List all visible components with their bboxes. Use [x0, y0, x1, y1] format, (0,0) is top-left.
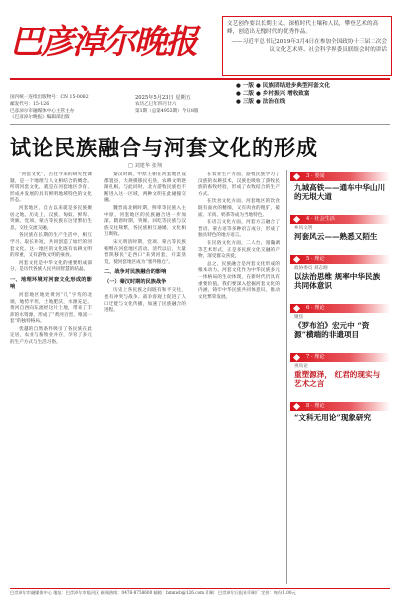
footer-divider [10, 588, 390, 589]
article-byline: □ 刘建华 张翔 [127, 163, 163, 169]
section-headline[interactable]: 《罗布泊》宏元中 “资源”横端的非遗项目 [294, 321, 370, 339]
paragraph: 在饮食文化方面，河套地区的饮食既有面食的精细，又有肉食的粗犷，莜面、羊肉、奶茶等成为当地特色。 [198, 199, 280, 218]
section-kicker: 乡风文明 [294, 226, 313, 231]
info-line: 国内统一连续出版物号：CN 15-0082 [10, 95, 89, 100]
paragraph: 优越的自然条件吸引了各民族在此定居，农业与畜牧业并存，孕育了多元的生产方式与生活习俗。 [10, 326, 92, 346]
paragraph: 秦汉时期，中原王朝在河套地区设郡置县，大规模移民屯垦，农耕文明逐渐扎根。与此同时，北方游牧民族也不断进入这一区域，两种文明在此碰撞交融。 [104, 172, 186, 204]
sidebar-section[interactable] [290, 304, 390, 343]
sidebar-section[interactable] [290, 255, 390, 294]
paragraph: “河套文化”，古往今来的研究性课题，是一个地理与人文相结合的概念。所谓河套文化，就是在河套地区孕育、形成并发展的具有鲜明地域特色的文化形态。 [10, 172, 92, 204]
paragraph: 在语言文化方面，河套方言融合了晋语、蒙古语等多种语言成分，形成了独具特色的地方语言。 [198, 220, 280, 239]
newspaper-title: 巴彦淖尔晚报 [10, 22, 196, 61]
sidebar-section[interactable] [290, 402, 390, 426]
quote-source: ——习近平总书记2019年3月4日在参加全国政协十三届二次会议文化艺术界、社会科学界委员联组会时的讲话 [231, 39, 387, 53]
article-title[interactable]: 试论民族融合与河套文化的形成 [10, 135, 318, 160]
info-line: 巴彦淖尔市融媒体中心主管主办 [10, 108, 75, 114]
section-band: 6 · 理论 [290, 304, 390, 313]
article-column-2 [104, 172, 186, 316]
masthead-divider [10, 78, 390, 80]
paragraph: 在农业生产方面，游牧民族学习了汉族的农耕技术，汉族也吸收了游牧民族的畜牧经验，形成了农牧结合的生产方式。 [198, 172, 280, 197]
section-divider [10, 124, 390, 125]
sidebar-index [290, 172, 390, 582]
section-band: 8 · 理论 [290, 402, 390, 411]
headline-index [236, 82, 390, 106]
sidebar-section[interactable] [290, 215, 390, 245]
section-band: 3 · 要闻 [290, 172, 390, 181]
section-kicker: 聚焦 [294, 315, 304, 320]
issue-date: 2025年5月23日 星期五 [135, 95, 191, 101]
info-line: 邮发代号：15-126 [10, 101, 50, 107]
paragraph: 河套地区地处黄河“几”字弯的北端，地势平坦，土地肥沃，水源充足。黄河自西向东流经这片土地，带来了丰沛的水资源，形成了“黄河百害，唯富一套”的独特格局。 [10, 292, 92, 325]
sidebar-section[interactable] [290, 353, 390, 392]
headline-item[interactable]: ● 一版 ● 民族团结进步典型河套文化 [236, 83, 330, 89]
paragraph: 历史上各民族之间既有和平交往，也有冲突与战争。战争客观上促进了人口迁徙与文化传播，加速了民族融合的进程。 [104, 288, 186, 314]
section-headline[interactable]: “文科无用论”现象研究 [294, 413, 372, 422]
paragraph: 河套文化是中华文化的重要组成部分，是历代各族人民共同智慧的结晶。 [10, 260, 92, 273]
paragraph: 河套地区，自古以来就是多民族聚居之地。历史上，汉族、匈奴、鲜卑、突厥、党项、蒙古等民族在这里繁衍生息，交往交流交融。 [10, 205, 92, 231]
subheading: 一、地理环境对河套文化形成的影响 [10, 276, 92, 290]
section-headline[interactable]: 九城高铁——通车中华山川的无垠大道 [294, 183, 386, 201]
paragraph: 各民族在长期的生产生活中，相互学习，取长补短，共同创造了灿烂的河套文化。这一地区的文化既有农耕文明的厚重，又有游牧文明的豪放。 [10, 233, 92, 259]
footer-info: 巴彦淖尔市融媒体中心 地址：巴彦淖尔市临河区 新闻热线：0478-8758600 邮箱：bmnwb@126.com 印刷：巴彦淖尔日报社印刷厂 定价：每份1.00元 [10, 590, 296, 595]
section-band: 5 · 理论 [290, 255, 390, 264]
paragraph: 魏晋南北朝时期，鲜卑等民族入主中原，河套地区的民族融合进一步加深。隋唐时期，突厥、回纥等民族与汉族交往频繁，各民族相互通婚，文化相互吸收。 [104, 205, 186, 238]
article-column-3 [198, 172, 280, 302]
lunar-date: 农历乙巳年四月廿六 [135, 101, 177, 107]
info-line: 《巴彦淖尔晚报》编辑部出版 [10, 115, 70, 121]
headline-item[interactable]: ● 三版 ● 法治在线 [236, 99, 286, 105]
sidebar-section[interactable] [290, 172, 390, 205]
subheading: （一）秦汉时期的民族战争 [104, 279, 167, 286]
paragraph: 总之，民族融合是河套文化形成的根本动力。河套文化作为中华民族多元一体格局的生动体现，在新时代仍具有重要价值。我们要深入挖掘河套文化的内涵，铸牢中华民族共同体意识，推动文化繁荣发展。 [198, 261, 280, 300]
quote-text: 文艺创作要以长期主义、深植时代土壤和人民，攀登艺术的高峰，创造出无愧时代的优秀作品。 [227, 21, 379, 35]
section-kicker: 政协委员 刘志刚 [294, 266, 328, 271]
paragraph: 宋元明清时期，党项、蒙古等民族相继在河套地区活动。清代以后，大量晋陕移民“走西口”来到河套，开渠垦荒，使河套地区成为“塞外粮仓”。 [104, 239, 186, 265]
section-kicker: 视角论 [294, 364, 308, 369]
quote-box [222, 16, 392, 76]
issue-number: 第1期（总第4953期）今日8版 [135, 108, 199, 114]
column-divider [286, 170, 287, 584]
section-headline[interactable]: 以法治思维 规率中华民族共同体意识 [294, 272, 381, 290]
section-headline[interactable]: 河套风云——熟悉又陌生 [294, 232, 378, 241]
section-band: 7 · 理论 [290, 353, 390, 362]
subheading: 二、战争对民族融合的影响 [104, 269, 167, 276]
headline-item[interactable]: ● 二版 ● 乡村振兴 增收致富 [236, 91, 310, 97]
article-column-1 [10, 172, 92, 348]
publication-info [10, 95, 122, 122]
section-headline[interactable]: 重塑源泽， 红君的现实与艺术之言 [294, 370, 381, 388]
paragraph: 在民俗文化方面，二人台、漫瀚调等艺术形式，正是多民族文化交融的产物，深受群众喜爱。 [198, 240, 280, 260]
issue-info [135, 95, 225, 115]
section-band: 4 · 社会生活 [290, 215, 390, 224]
